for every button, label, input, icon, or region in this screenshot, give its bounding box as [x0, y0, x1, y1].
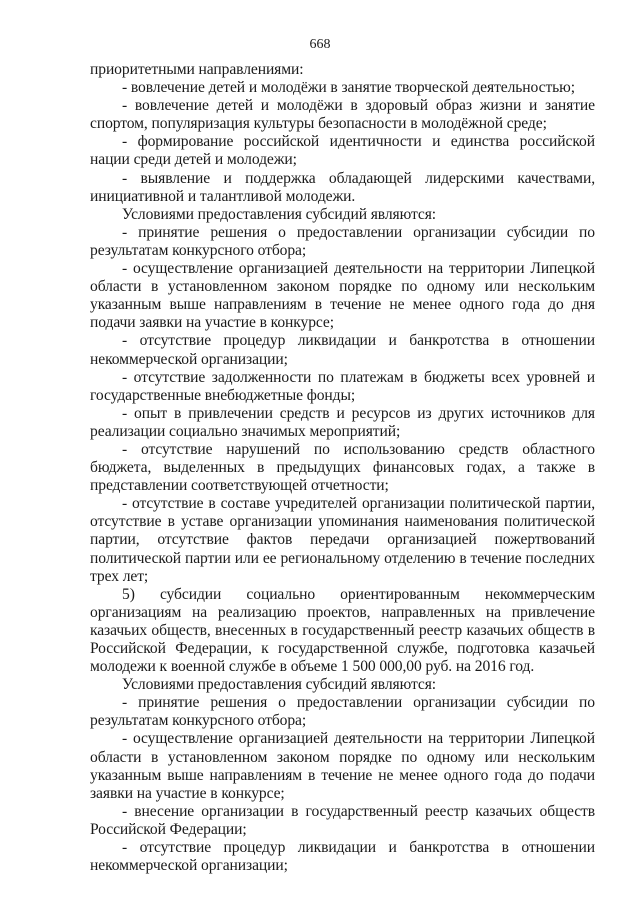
paragraph: - вовлечение детей и молодёжи в здоровый образ жизни и занятие спортом, популяризация культуры безопасности в молодёжной среде; [90, 97, 595, 133]
paragraph: приоритетными направлениями: [90, 61, 304, 78]
paragraph: - отсутствие задолженности по платежам в бюджеты всех уровней и государственные внебюджетные фонды; [90, 368, 595, 404]
paragraph: - отсутствие процедур ликвидации и банкротства в отношении некоммерческой организации; [90, 839, 595, 875]
paragraph: - отсутствие нарушений по использованию средств областного бюджета, выделенных в предыдущих финансовых годах, а также в представлении соответствующей отчетности; [90, 440, 595, 495]
paragraph: - осуществление организацией деятельности на территории Липецкой области в установленном законом порядке по одному или нескольким указанным выше направлениям в течение не менее одного года до дня подачи заявки на участие в конкурсе; [90, 260, 595, 332]
paragraph: - принятие решения о предоставлении организации субсидии по результатам конкурсного отбора; [90, 694, 595, 730]
paragraph: - осуществление организацией деятельности на территории Липецкой области в установленном законом порядке по одному или нескольким указанным выше направлениям в течение не менее одного года до подачи заявки на участие в конкурсе; [90, 730, 595, 802]
paragraph: Условиями предоставления субсидий являются: [122, 676, 436, 694]
paragraph: - выявление и поддержка обладающей лидерскими качествами, инициативной и талантливой молодежи. [90, 169, 595, 205]
document-body [90, 61, 595, 875]
paragraph: - принятие решения о предоставлении организации субсидии по результатам конкурсного отбора; [90, 223, 595, 259]
paragraph: - отсутствие процедур ликвидации и банкротства в отношении некоммерческой организации; [90, 332, 595, 368]
paragraph: Условиями предоставления субсидий являются: [122, 205, 436, 223]
paragraph: - вовлечение детей и молодёжи в занятие творческой деятельностью; [122, 79, 575, 97]
paragraph: - отсутствие в составе учредителей организации политической партии, отсутствие в уставе организации упоминания наименования политической партии, отсутствие фактов передачи организацией пожертвований политической партии или ее региональному отделению в течение последних трех лет; [90, 495, 595, 585]
paragraph: - опыт в привлечении средств и ресурсов из других источников для реализации социально значимых мероприятий; [90, 404, 595, 440]
paragraph: - внесение организации в государственный реестр казачьих обществ Российской Федерации; [90, 802, 595, 838]
page-number: 668 [309, 37, 331, 52]
paragraph: - формирование российской идентичности и единства российской нации среди детей и молодежи; [90, 133, 595, 169]
paragraph: 5) субсидии социально ориентированным некоммерческим организациям на реализацию проектов, направленных на привлечение казачьих обществ, внесенных в государственный реестр казачьих обществ в Российской Федерации, к государственной службе, подготовка казачьей молодежи к военной службе в объеме 1 500 000,00 руб. на 2016 год. [90, 585, 595, 676]
